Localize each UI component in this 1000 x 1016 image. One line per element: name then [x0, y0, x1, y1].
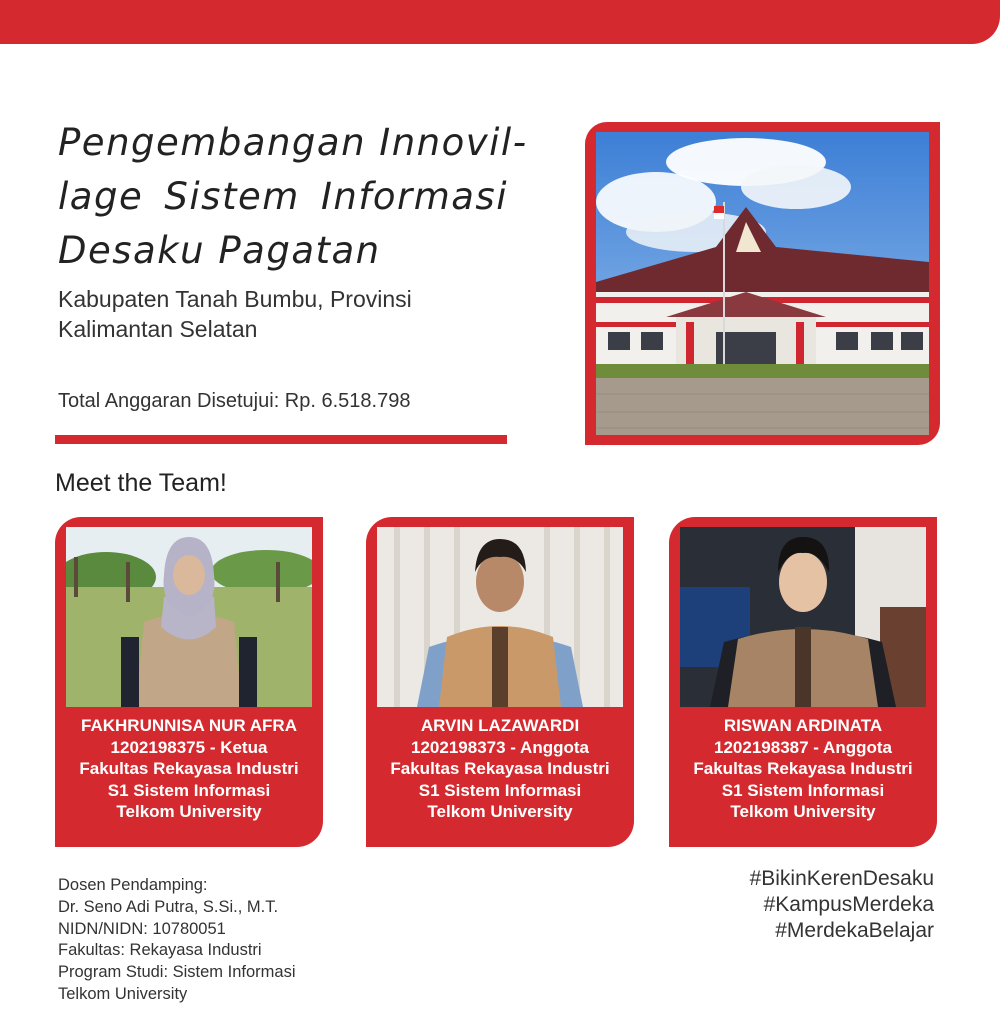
title-line-2 — [58, 170, 508, 224]
team-member-card — [55, 517, 323, 847]
team-member-id-role: 1202198373 - Anggota — [411, 737, 589, 757]
hashtag: #KampusMerdeka — [763, 893, 934, 916]
supervisor-program: Program Studi: Sistem Informasi — [58, 963, 296, 982]
supervisor-nidn: NIDN/NIDN: 10780051 — [58, 919, 226, 938]
team-member-university: Telkom University — [730, 802, 876, 821]
team-member-name: ARVIN LAZAWARDI — [420, 716, 580, 735]
team-member-info — [366, 715, 634, 823]
team-member-card — [366, 517, 634, 847]
team-member-program: S1 Sistem Informasi — [418, 780, 582, 800]
team-heading: Meet the Team! — [55, 469, 227, 497]
hashtag: #BikinKerenDesaku — [749, 867, 934, 890]
team-member-photo — [680, 527, 926, 707]
team-member-name: RISWAN ARDINATA — [723, 716, 883, 735]
team-member-faculty: Fakultas Rekayasa Industri — [693, 759, 913, 778]
supervisor-label: Dosen Pendamping: — [58, 876, 208, 894]
team-member-university: Telkom University — [116, 802, 262, 821]
location-text — [58, 284, 412, 344]
village-office-photo-frame — [585, 122, 940, 445]
team-member-photo — [66, 527, 312, 707]
title-word-informasi: Informasi — [320, 175, 508, 218]
budget-text: Total Anggaran Disetujui: Rp. 6.518.798 — [58, 390, 411, 412]
divider — [55, 435, 507, 444]
supervisor-info — [58, 875, 296, 1006]
title-line-3: Desaku Pagatan — [58, 229, 381, 272]
title-line-1: Pengembangan Innovil- — [58, 121, 528, 164]
team-member-faculty: Fakultas Rekayasa Industri — [390, 759, 610, 778]
supervisor-name: Dr. Seno Adi Putra, S.Si., M.T. — [58, 897, 279, 916]
team-member-info — [669, 715, 937, 823]
team-member-id-role: 1202198387 - Anggota — [714, 737, 892, 757]
team-member-card — [669, 517, 937, 847]
title-word-sistem: Sistem — [164, 175, 300, 218]
title-word-lage: lage — [58, 175, 144, 218]
team-member-info — [55, 715, 323, 823]
supervisor-university: Telkom University — [58, 984, 188, 1003]
team-member-program: S1 Sistem Informasi — [721, 780, 885, 800]
team-member-program: S1 Sistem Informasi — [107, 780, 271, 800]
location-line-1: Kabupaten Tanah Bumbu, Provinsi — [58, 286, 412, 312]
project-title — [58, 116, 528, 278]
top-banner-bar — [0, 0, 1000, 44]
team-member-name: FAKHRUNNISA NUR AFRA — [81, 716, 297, 735]
team-member-faculty: Fakultas Rekayasa Industri — [79, 759, 299, 778]
team-member-id-role: 1202198375 - Ketua — [110, 737, 268, 757]
hashtags — [750, 866, 934, 944]
team-member-university: Telkom University — [427, 802, 573, 821]
supervisor-faculty: Fakultas: Rekayasa Industri — [58, 941, 262, 960]
village-office-photo — [596, 132, 929, 435]
team-member-photo — [377, 527, 623, 707]
location-line-2: Kalimantan Selatan — [58, 316, 258, 342]
hashtag: #MerdekaBelajar — [775, 919, 934, 942]
